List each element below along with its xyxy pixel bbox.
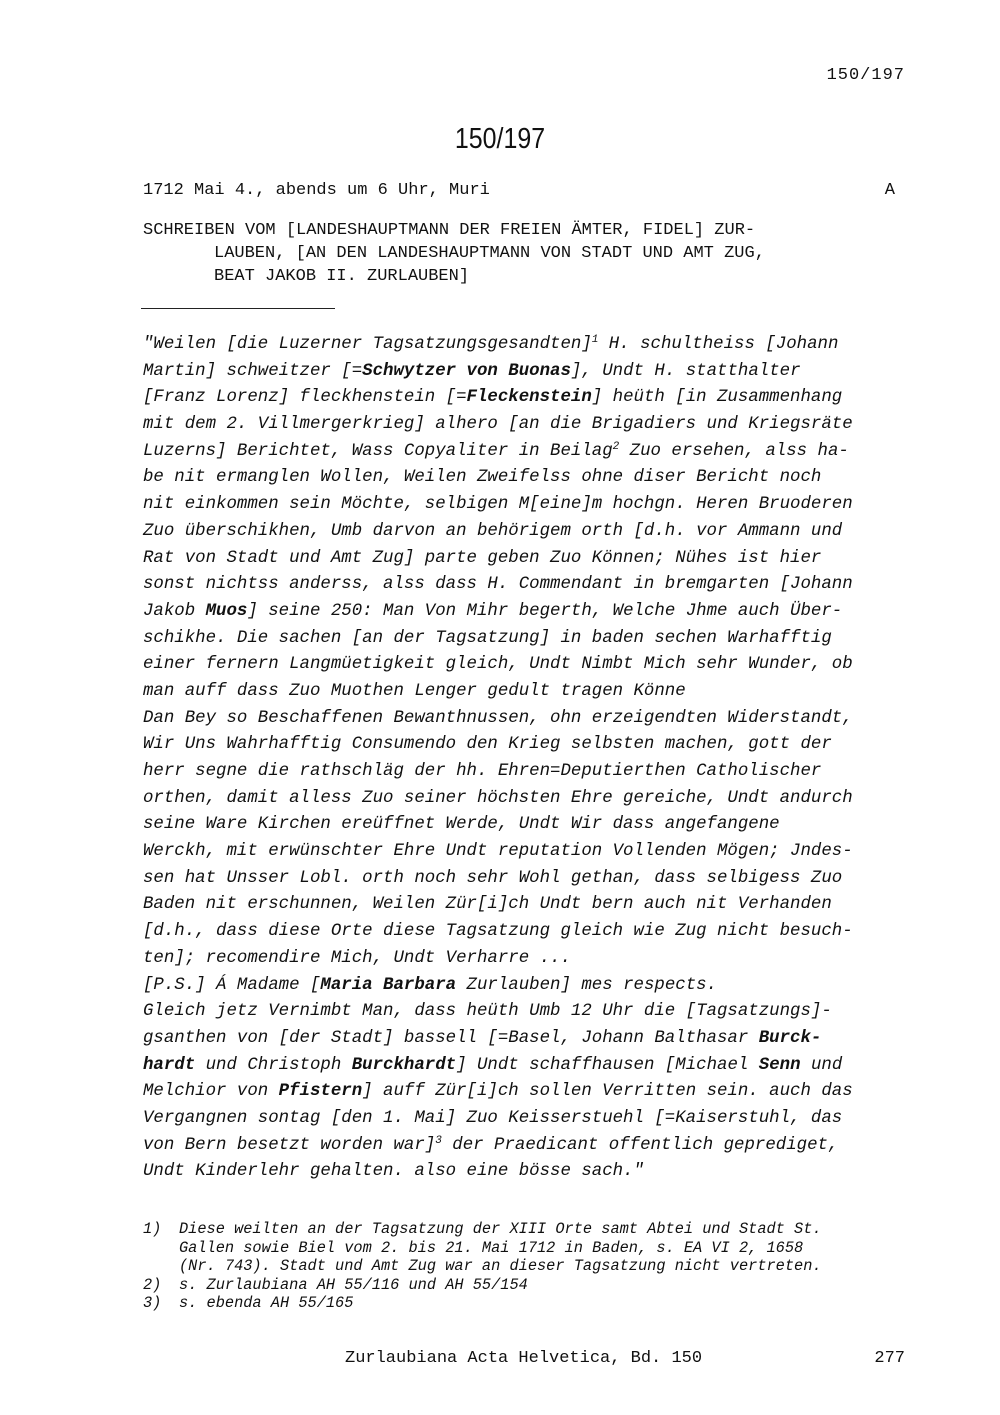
name-emphasis: hardt xyxy=(143,1055,196,1075)
footnote xyxy=(143,1220,822,1239)
text: der Praedicant offentlich geprediget, xyxy=(441,1135,839,1155)
body-line: einer fernern Langmüetigkeit gleich, Undt Nimbt Mich sehr Wunder, ob xyxy=(143,655,853,675)
body-line: sen hat Unsser Lobl. orth noch sehr Wohl gethan, dass selbigess Zuo xyxy=(143,868,843,888)
text: von Bern besetzt worden war] xyxy=(143,1135,436,1155)
footnote-number: 1) xyxy=(143,1220,162,1238)
text: [P.S.] Á Madame [ xyxy=(143,975,321,995)
body-line xyxy=(143,1079,853,1106)
name-emphasis: Muos xyxy=(205,601,248,621)
text: und Christoph xyxy=(195,1055,352,1075)
body-line: seine Ware Kirchen ereüffnet Werde, Undt Wir dass angefangene xyxy=(143,815,780,835)
body-line: orthen, damit alless Zuo seiner höchsten Ehre gereiche, Undt andurch xyxy=(143,788,853,808)
letter-body xyxy=(143,332,853,1186)
body-line: schikhe. Die sachen [an der Tagsatzung] in baden sechen Warhafftig xyxy=(143,628,832,648)
body-line: Baden nit erschunnen, Weilen Zür[i]ch Undt bern auch nit Verhanden xyxy=(143,895,832,915)
text: Melchior von xyxy=(143,1082,279,1102)
name-emphasis: Burck- xyxy=(758,1028,822,1048)
body-line xyxy=(143,332,853,359)
text: ], Undt H. statthalter xyxy=(570,361,801,381)
footnote-text: Gallen sowie Biel vom 2. bis 21. Mai 1712 in Baden, s. EA VI 2, 1658 xyxy=(179,1238,804,1257)
body-line xyxy=(143,973,853,1000)
separator-rule xyxy=(141,308,335,309)
name-emphasis: Pfistern xyxy=(278,1082,363,1102)
footer-title: Zurlaubiana Acta Helvetica, Bd. 150 xyxy=(345,1349,703,1368)
text: Martin] schweitzer [= xyxy=(143,361,363,381)
date-line: 1712 Mai 4., abends um 6 Uhr, Muri xyxy=(143,181,490,200)
body-line xyxy=(143,599,853,626)
body-line: Vergangnen sontag [den 1. Mai] Zuo Keisserstuehl [=Kaiserstuhl, das xyxy=(143,1108,843,1128)
body-line xyxy=(143,1053,853,1080)
text: ] auff Zür[i]ch sollen Verritten sein. auch das xyxy=(362,1082,853,1102)
body-line: Rat von Stadt und Amt Zug] parte geben Zuo Können; Nühes ist hier xyxy=(143,548,822,568)
body-line: Wir Uns Wahrhafftig Consumendo den Krieg selbsten machen, gott der xyxy=(143,735,832,755)
body-line: herr segne die rathschläg der hh. Ehren=Deputierthen Catholischer xyxy=(143,762,822,781)
body-line: mit dem 2. Villmergerkrieg] alhero [an die Brigadiers und Kriegsräte xyxy=(143,415,853,435)
footnote-number: 2) xyxy=(143,1275,162,1294)
body-line: Dan Bey so Beschaffenen Bewanthnussen, ohn erzeigendten Widerstandt, xyxy=(143,708,853,728)
name-emphasis: Fleckenstein xyxy=(466,388,592,408)
footnote-number: 3) xyxy=(143,1294,162,1313)
text: gsanthen von [der Stadt] bassell [=Basel, Johann Balthasar xyxy=(143,1028,759,1048)
title-line: BEAT JAKOB II. ZURLAUBEN] xyxy=(214,267,470,286)
footnote-text: s. Zurlaubiana AH 55/116 und AH 55/154 xyxy=(179,1275,528,1294)
footnote-ref: 3 xyxy=(435,1134,442,1147)
text: Luzerns] Berichtet, Wass Copyaliter in Beilag xyxy=(143,441,613,461)
body-line xyxy=(143,385,853,412)
body-line: Zuo überschikhen, Umb darvon an behörigem orth [d.h. vor Ammann und xyxy=(143,521,843,541)
text: Jakob xyxy=(143,601,206,621)
footnotes xyxy=(143,1220,822,1313)
running-header-page-ref: 150/197 xyxy=(826,66,905,85)
text: "Weilen [die Luzerner Tagsatzungsgesandten] xyxy=(143,335,592,354)
body-line xyxy=(143,1026,853,1053)
text: [Franz Lorenz] fleckhenstein [= xyxy=(143,388,467,408)
body-line: Werckh, mit erwünschter Ehre Undt reputation Vollenden Mögen; Jndes- xyxy=(143,842,853,862)
footnote-ref: 2 xyxy=(612,440,620,453)
name-emphasis: Senn xyxy=(758,1055,801,1075)
document-letter: A xyxy=(884,181,895,200)
body-line: man auff dass Zuo Muothen Lenger gedult tragen Könne xyxy=(143,681,686,701)
document-title xyxy=(143,219,765,288)
footnote-text: s. ebenda AH 55/165 xyxy=(179,1294,354,1313)
text: Zuo ersehen, alss ha- xyxy=(619,441,849,461)
text: ] heüth [in Zusammenhang xyxy=(591,388,843,408)
footnote xyxy=(143,1276,822,1295)
body-line: be nit ermanglen Wollen, Weilen Zweifelss ohne diser Bericht noch xyxy=(143,468,822,488)
body-line: ten]; recomendire Mich, Undt Verharre ... xyxy=(143,948,571,968)
footnote-ref: 1 xyxy=(591,334,599,346)
footnote-text: (Nr. 743). Stadt und Amt Zug war an dieser Tagsatzung nicht vertreten. xyxy=(179,1257,822,1276)
footer-page-number: 277 xyxy=(874,1349,905,1368)
body-line: Gleich jetz Vernimbt Man, dass heüth Umb 12 Uhr die [Tagsatzungs]- xyxy=(143,1002,832,1022)
body-line: [d.h., dass diese Orte diese Tagsatzung gleich wie Zug nicht besuch- xyxy=(143,922,853,942)
text: und xyxy=(800,1055,843,1075)
name-emphasis: Maria Barbara xyxy=(320,975,457,995)
text: Zurlauben] mes respects. xyxy=(456,975,717,995)
body-line xyxy=(143,359,853,386)
body-line: sonst nichtss anderss, alss dass H. Commendant in bremgarten [Johann xyxy=(143,575,853,595)
title-line: LAUBEN, [AN DEN LANDESHAUPTMANN VON STADT UND AMT ZUG, xyxy=(214,244,765,263)
body-line: Undt Kinderlehr gehalten. also eine bösse sach." xyxy=(143,1162,644,1182)
name-emphasis: Burckhardt xyxy=(351,1055,457,1075)
text: ] Undt schaffhausen [Michael xyxy=(456,1055,759,1075)
footnote xyxy=(143,1294,822,1313)
document-number: 150/197 xyxy=(454,123,546,155)
footnote-text: Diese weilten an der Tagsatzung der XIII Orte samt Abtei und Stadt St. xyxy=(179,1220,822,1238)
title-line: SCHREIBEN VOM [LANDESHAUPTMANN DER FREIEN ÄMTER, FIDEL] ZUR- xyxy=(143,221,756,240)
body-line xyxy=(143,439,853,466)
name-emphasis: Schwytzer von Buonas xyxy=(362,361,571,381)
text: H. schultheiss [Johann xyxy=(598,335,839,354)
body-line: nit einkommen sein Möchte, selbigen M[eine]m hochgn. Heren Bruoderen xyxy=(143,495,853,515)
body-line xyxy=(143,1133,853,1160)
text: ] seine 250: Man Von Mihr begerth, Welche Jhme auch Über- xyxy=(247,601,843,621)
